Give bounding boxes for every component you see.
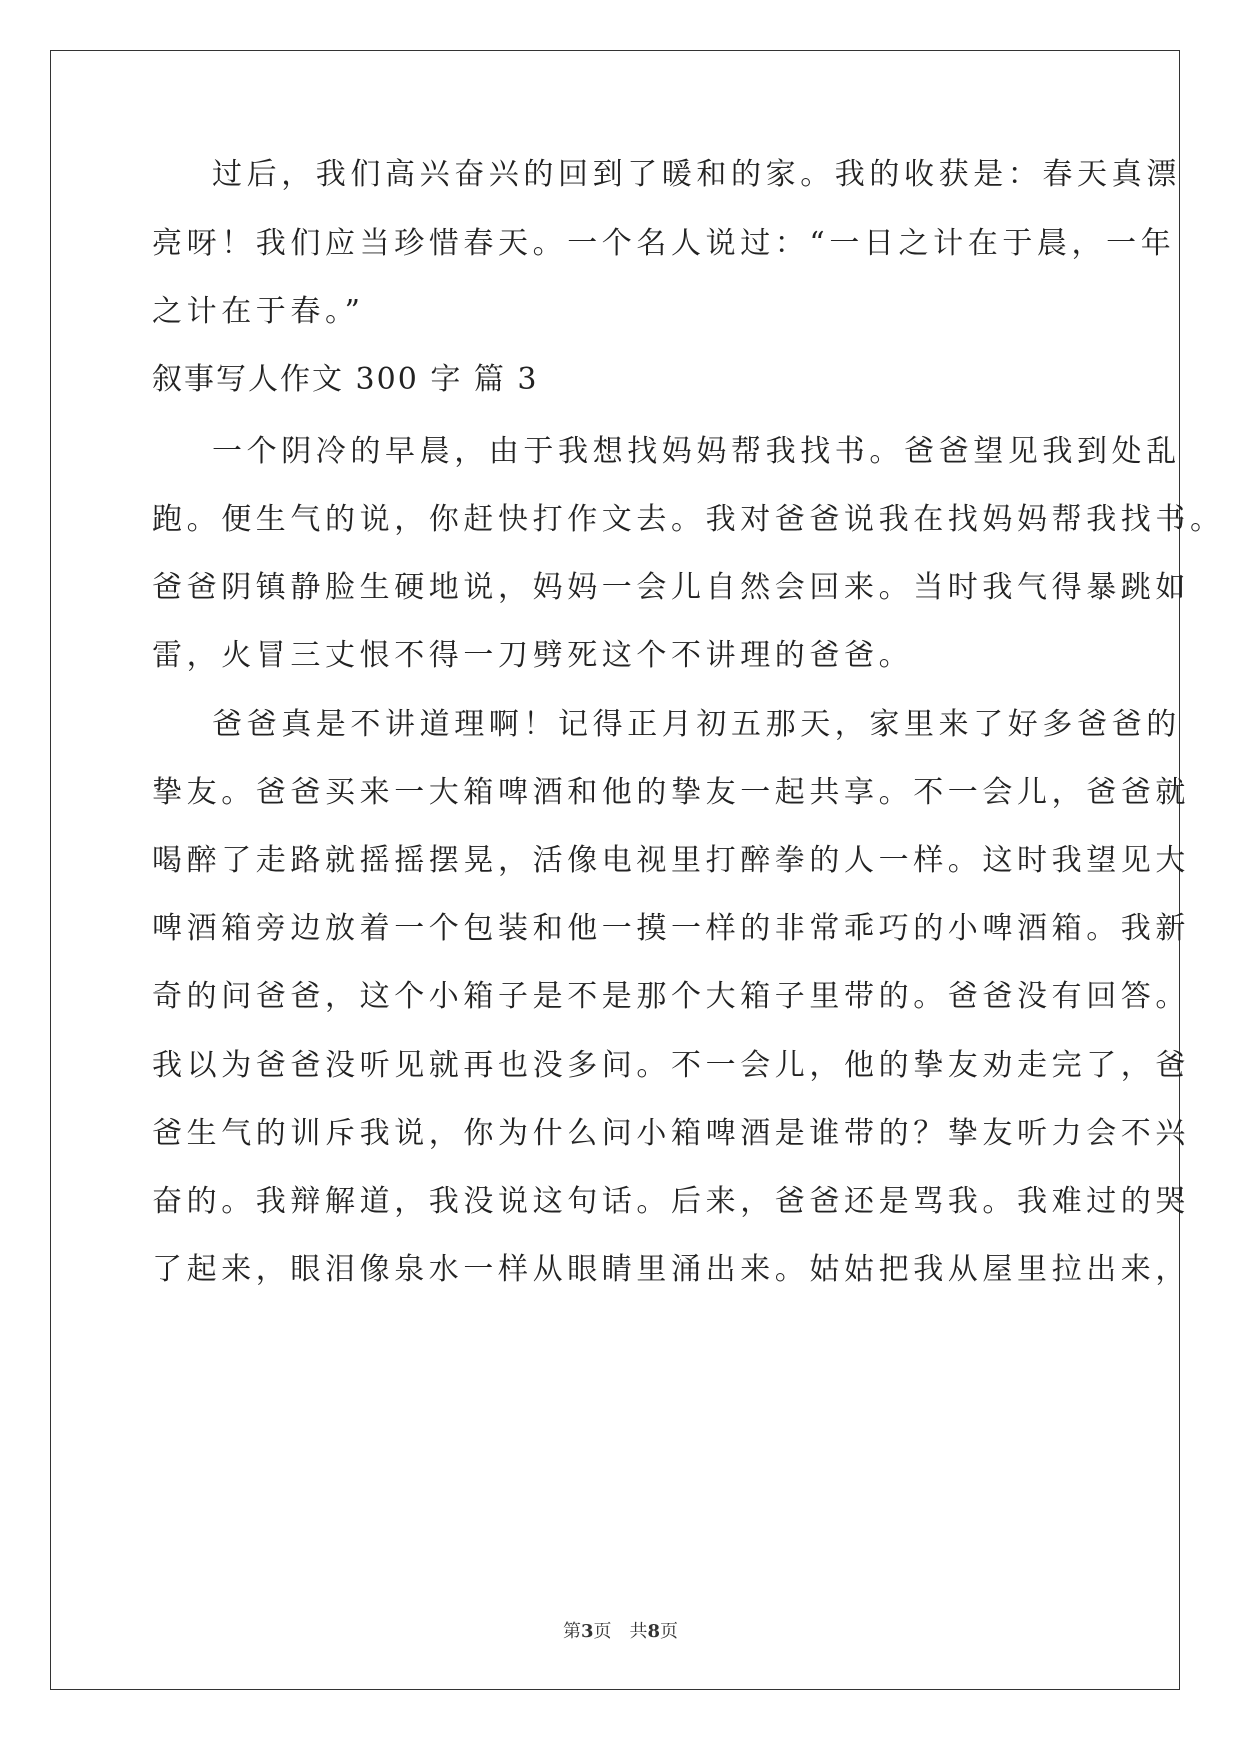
- page-number: 3: [580, 1621, 594, 1642]
- text-line: 我以为爸爸没听见就再也没多问。不一会儿，他的挚友劝走完了，爸: [152, 1048, 1190, 1083]
- text-line: 爸生气的训斥我说，你为什么问小箱啤酒是谁带的？挚友听力会不兴: [152, 1116, 1190, 1151]
- text-line: 跑。便生气的说，你赶快打作文去。我对爸爸说我在找妈妈帮我找书。: [152, 502, 1225, 537]
- text-line: 挚友。爸爸买来一大箱啤酒和他的挚友一起共享。不一会儿，爸爸就: [152, 775, 1190, 810]
- total-prefix: 共: [629, 1621, 648, 1642]
- text-line: 奇的问爸爸，这个小箱子是不是那个大箱子里带的。爸爸没有回答。: [152, 979, 1190, 1014]
- section-heading: 叙事写人作文 300 字 篇 3: [152, 362, 539, 397]
- page-footer: [0, 1620, 1241, 1644]
- text-line: 过后，我们高兴奋兴的回到了暖和的家。我的收获是：春天真漂: [212, 157, 1181, 192]
- page-suffix: 页: [593, 1621, 612, 1642]
- page-prefix: 第: [562, 1621, 581, 1642]
- text-line: 亮呀！我们应当珍惜春天。一个名人说过：“一日之计在于晨，一年: [152, 226, 1176, 261]
- text-line: 一个阴冷的早晨，由于我想找妈妈帮我找书。爸爸望见我到处乱: [212, 434, 1181, 469]
- text-line: 爸爸真是不讲道理啊！记得正月初五那天，家里来了好多爸爸的: [212, 707, 1181, 742]
- total-pages: 8: [647, 1621, 661, 1642]
- text-line: 之计在于春。”: [152, 294, 365, 329]
- text-line: 奋的。我辩解道，我没说这句话。后来，爸爸还是骂我。我难过的哭: [152, 1184, 1190, 1219]
- text-line: 爸爸阴镇静脸生硬地说，妈妈一会儿自然会回来。当时我气得暴跳如: [152, 570, 1190, 605]
- text-line: 了起来，眼泪像泉水一样从眼睛里涌出来。姑姑把我从屋里拉出来，: [152, 1252, 1190, 1287]
- text-line: 啤酒箱旁边放着一个包装和他一摸一样的非常乖巧的小啤酒箱。我新: [152, 911, 1190, 946]
- total-suffix: 页: [660, 1621, 679, 1642]
- text-line: 雷，火冒三丈恨不得一刀劈死这个不讲理的爸爸。: [152, 638, 914, 673]
- text-line: 喝醉了走路就摇摇摆晃，活像电视里打醉拳的人一样。这时我望见大: [152, 843, 1190, 878]
